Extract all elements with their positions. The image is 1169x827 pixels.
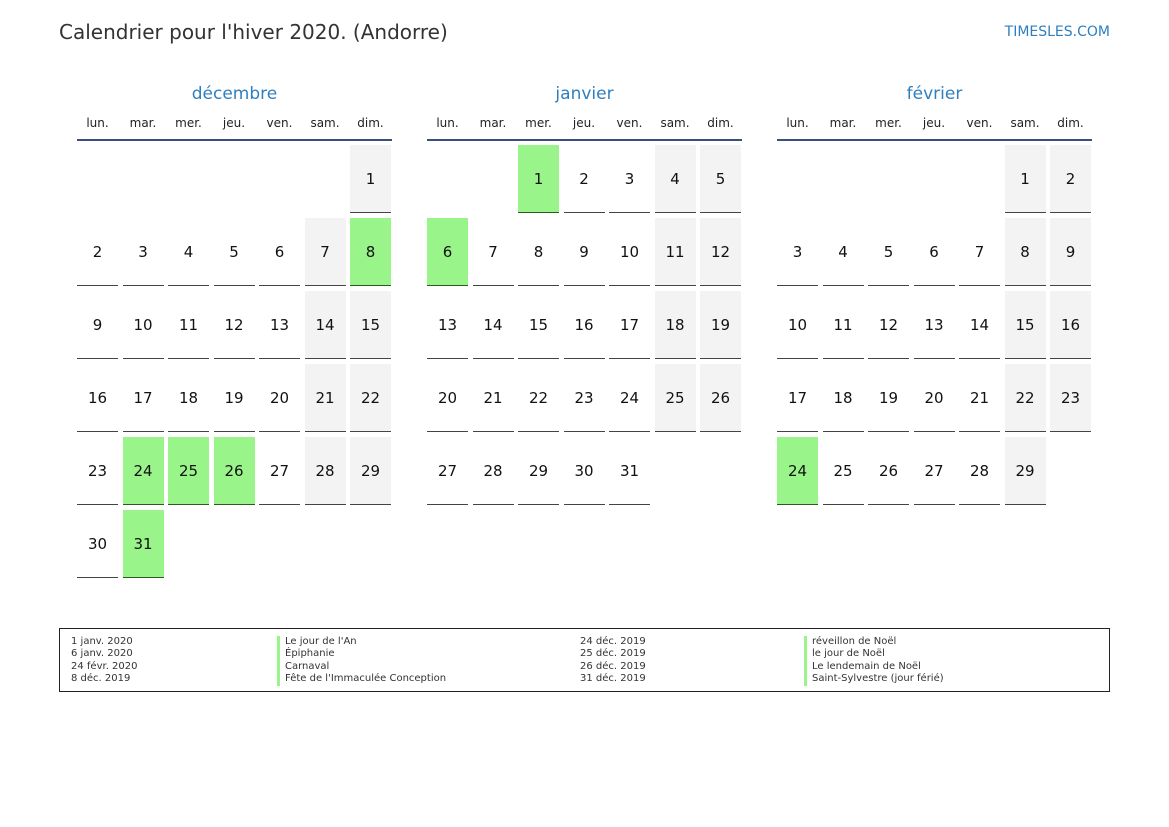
day-cell: 5 [700, 145, 741, 213]
month-title: janvier [555, 84, 614, 104]
day-cell: 26 [700, 364, 741, 432]
day-cell-holiday: 24 [777, 437, 818, 505]
day-cell: 31 [609, 437, 650, 505]
weekday-label: mar. [829, 116, 857, 130]
weekday-label: mer. [875, 116, 902, 130]
legend-date: 8 déc. 2019 [71, 673, 131, 685]
empty-cell [168, 145, 209, 213]
day-cell: 19 [700, 291, 741, 359]
empty-cell [959, 145, 1000, 213]
weekday-label: lun. [86, 116, 109, 130]
legend-holiday-name: Le lendemain de Noël [804, 661, 944, 673]
day-cell-holiday: 31 [123, 510, 164, 578]
day-cell: 28 [305, 437, 346, 505]
weekday-label: dim. [357, 116, 384, 130]
day-cell: 20 [259, 364, 300, 432]
day-cell: 19 [868, 364, 909, 432]
empty-cell [214, 145, 255, 213]
day-cell: 17 [123, 364, 164, 432]
day-cell: 30 [564, 437, 605, 505]
legend-holiday-name: réveillon de Noël [804, 636, 944, 648]
site-link[interactable]: TIMESLES.COM [1004, 24, 1110, 40]
day-cell: 16 [77, 364, 118, 432]
day-cell: 1 [350, 145, 391, 213]
day-cell: 26 [868, 437, 909, 505]
day-cell: 17 [609, 291, 650, 359]
weekday-label: dim. [707, 116, 734, 130]
day-cell: 20 [427, 364, 468, 432]
weekday-label: sam. [310, 116, 340, 130]
day-cell: 3 [777, 218, 818, 286]
day-cell: 25 [655, 364, 696, 432]
day-cell: 5 [868, 218, 909, 286]
day-cell: 23 [1050, 364, 1091, 432]
day-cell: 10 [609, 218, 650, 286]
day-cell: 14 [473, 291, 514, 359]
weekday-label: ven. [616, 116, 643, 130]
legend-holiday-name: Saint-Sylvestre (jour férié) [804, 673, 944, 685]
weekday-label: jeu. [222, 116, 246, 130]
day-cell: 2 [77, 218, 118, 286]
day-cell: 21 [473, 364, 514, 432]
day-cell-holiday: 24 [123, 437, 164, 505]
weekday-label: ven. [966, 116, 993, 130]
day-cell: 22 [518, 364, 559, 432]
day-cell-holiday: 26 [214, 437, 255, 505]
legend-holiday-name: Le jour de l'An [277, 636, 446, 648]
day-cell: 18 [823, 364, 864, 432]
empty-cell [305, 145, 346, 213]
weekday-label: sam. [1010, 116, 1040, 130]
day-cell: 3 [123, 218, 164, 286]
weekday-label: dim. [1057, 116, 1084, 130]
day-cell-holiday: 8 [350, 218, 391, 286]
day-cell: 5 [214, 218, 255, 286]
day-cell: 29 [518, 437, 559, 505]
weekday-label: mer. [525, 116, 552, 130]
day-cell: 20 [914, 364, 955, 432]
legend-right-names [804, 636, 944, 686]
day-cell: 8 [1005, 218, 1046, 286]
day-cell: 27 [427, 437, 468, 505]
day-cell: 7 [305, 218, 346, 286]
day-cell: 11 [823, 291, 864, 359]
day-cell: 6 [259, 218, 300, 286]
weekday-label: ven. [266, 116, 293, 130]
holiday-legend [59, 628, 1110, 692]
day-cell: 13 [427, 291, 468, 359]
day-cell: 2 [564, 145, 605, 213]
day-cell: 27 [259, 437, 300, 505]
day-cell: 21 [305, 364, 346, 432]
day-cell: 4 [168, 218, 209, 286]
day-cell: 24 [609, 364, 650, 432]
day-cell: 9 [77, 291, 118, 359]
day-cell: 10 [123, 291, 164, 359]
day-cell: 16 [1050, 291, 1091, 359]
day-cell: 21 [959, 364, 1000, 432]
empty-cell [427, 145, 468, 213]
month-title: février [906, 84, 963, 104]
day-cell: 1 [1005, 145, 1046, 213]
day-cell: 15 [1005, 291, 1046, 359]
day-cell: 11 [168, 291, 209, 359]
day-cell: 3 [609, 145, 650, 213]
day-cell: 12 [868, 291, 909, 359]
day-cell: 7 [473, 218, 514, 286]
day-cell: 29 [350, 437, 391, 505]
day-cell: 18 [655, 291, 696, 359]
day-cell: 23 [564, 364, 605, 432]
day-cell: 11 [655, 218, 696, 286]
day-cell: 9 [1050, 218, 1091, 286]
legend-date: 26 déc. 2019 [580, 660, 646, 672]
legend-left-dates [71, 636, 138, 686]
day-cell: 10 [777, 291, 818, 359]
legend-date: 1 janv. 2020 [71, 636, 133, 647]
legend-date: 24 févr. 2020 [71, 660, 138, 672]
day-cell: 28 [473, 437, 514, 505]
day-cell: 6 [914, 218, 955, 286]
day-cell-holiday: 6 [427, 218, 468, 286]
empty-cell [259, 145, 300, 213]
day-cell: 30 [77, 510, 118, 578]
weekday-label: mar. [129, 116, 157, 130]
legend-holiday-name: Fête de l'Immaculée Conception [277, 673, 446, 685]
day-cell: 15 [518, 291, 559, 359]
day-cell: 9 [564, 218, 605, 286]
month-calendar-january [427, 82, 742, 505]
day-cell: 4 [655, 145, 696, 213]
month-calendar-december [77, 82, 392, 578]
empty-cell [914, 145, 955, 213]
day-cell: 18 [168, 364, 209, 432]
day-cell: 14 [959, 291, 1000, 359]
legend-holiday-name: le jour de Noël [804, 648, 944, 660]
legend-left-names [277, 636, 446, 686]
weekday-label: mar. [479, 116, 507, 130]
day-cell: 25 [823, 437, 864, 505]
legend-date: 6 janv. 2020 [71, 648, 133, 660]
day-cell: 15 [350, 291, 391, 359]
weekday-header [427, 116, 742, 141]
day-cell: 29 [1005, 437, 1046, 505]
day-cell: 19 [214, 364, 255, 432]
day-cell: 12 [700, 218, 741, 286]
day-cell: 27 [914, 437, 955, 505]
empty-cell [868, 145, 909, 213]
day-cell-holiday: 25 [168, 437, 209, 505]
day-cell: 16 [564, 291, 605, 359]
legend-date: 24 déc. 2019 [580, 636, 646, 647]
day-cell: 8 [518, 218, 559, 286]
empty-cell [123, 145, 164, 213]
weekday-label: lun. [436, 116, 459, 130]
legend-right-dates [580, 636, 646, 686]
day-cell: 28 [959, 437, 1000, 505]
weekday-label: mer. [175, 116, 202, 130]
day-cell: 4 [823, 218, 864, 286]
legend-holiday-name: Carnaval [277, 661, 446, 673]
day-cell: 14 [305, 291, 346, 359]
empty-cell [823, 145, 864, 213]
empty-cell [473, 145, 514, 213]
weekday-label: lun. [786, 116, 809, 130]
day-cell: 13 [259, 291, 300, 359]
day-cell: 7 [959, 218, 1000, 286]
day-grid [777, 145, 1092, 505]
legend-date: 25 déc. 2019 [580, 648, 646, 660]
empty-cell [77, 145, 118, 213]
day-cell: 23 [77, 437, 118, 505]
day-grid [427, 145, 742, 505]
legend-date: 31 déc. 2019 [580, 673, 646, 685]
weekday-header [777, 116, 1092, 141]
weekday-label: jeu. [922, 116, 946, 130]
day-cell: 22 [1005, 364, 1046, 432]
day-cell: 17 [777, 364, 818, 432]
day-cell: 22 [350, 364, 391, 432]
empty-cell [777, 145, 818, 213]
month-title: décembre [191, 84, 278, 104]
day-cell-holiday: 1 [518, 145, 559, 213]
day-cell: 13 [914, 291, 955, 359]
month-calendar-february [777, 82, 1092, 505]
weekday-label: jeu. [572, 116, 596, 130]
page-title: Calendrier pour l'hiver 2020. (Andorre) [59, 20, 448, 44]
weekday-header [77, 116, 392, 141]
day-cell: 2 [1050, 145, 1091, 213]
weekday-label: sam. [660, 116, 690, 130]
day-grid [77, 145, 392, 578]
legend-holiday-name: Épiphanie [277, 648, 446, 660]
day-cell: 12 [214, 291, 255, 359]
